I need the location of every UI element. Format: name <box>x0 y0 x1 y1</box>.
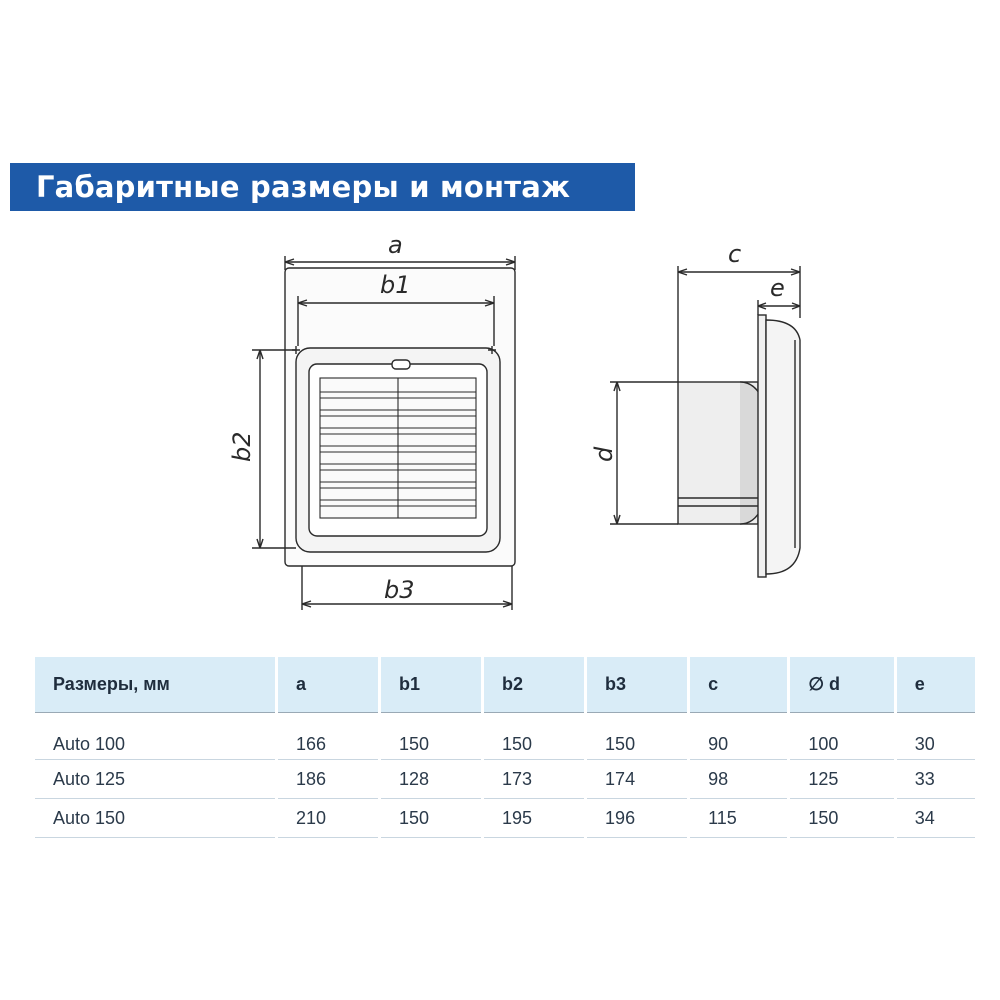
cell-c: 115 <box>689 799 789 838</box>
table-header-row <box>35 657 975 713</box>
cell-e: 33 <box>914 768 935 789</box>
cell-b2: 195 <box>483 799 586 838</box>
header-a: a <box>277 657 380 713</box>
cell-d: 150 <box>789 799 895 838</box>
header-b1: b1 <box>380 657 483 713</box>
cell-b3: 196 <box>586 799 689 838</box>
fan-side-view <box>678 315 800 577</box>
cell-e: 30 <box>914 733 935 754</box>
label-e: e <box>770 274 785 302</box>
cell-model: Auto 125 <box>35 760 277 799</box>
cell-b1: 150 <box>380 713 483 760</box>
header-c: c <box>689 657 789 713</box>
cell-model: Auto 150 <box>35 799 277 838</box>
cell-a: 186 <box>277 760 380 799</box>
label-b1: b1 <box>380 271 411 299</box>
cell-b1: 128 <box>380 760 483 799</box>
cell-c: 98 <box>689 760 789 799</box>
section-title: Габаритные размеры и монтаж <box>36 170 571 204</box>
fan-grille <box>320 378 476 518</box>
cell-b2: 173 <box>483 760 586 799</box>
cell-d: 100 <box>789 713 895 760</box>
label-c: c <box>728 240 742 268</box>
table-row <box>35 799 975 838</box>
header-b3: b3 <box>586 657 689 713</box>
cell-d: 125 <box>789 760 895 799</box>
cell-e: 34 <box>914 807 935 828</box>
dimensions-table <box>35 657 975 838</box>
header-b2: b2 <box>483 657 586 713</box>
cell-model: Auto 100 <box>35 713 277 760</box>
header-model: Размеры, мм <box>35 657 277 713</box>
cell-a: 210 <box>277 799 380 838</box>
cell-b1: 150 <box>380 799 483 838</box>
cell-a: 166 <box>277 713 380 760</box>
label-a: a <box>388 231 403 259</box>
cell-b2: 150 <box>483 713 586 760</box>
header-d: ∅ d <box>789 657 895 713</box>
table-row <box>35 760 975 799</box>
label-d: d <box>590 446 618 462</box>
label-b2: b2 <box>228 431 256 462</box>
table-row <box>35 713 975 760</box>
cell-b3: 150 <box>586 713 689 760</box>
header-e: e <box>895 657 975 713</box>
label-b3: b3 <box>384 576 415 604</box>
cell-c: 90 <box>689 713 789 760</box>
cell-b3: 174 <box>586 760 689 799</box>
